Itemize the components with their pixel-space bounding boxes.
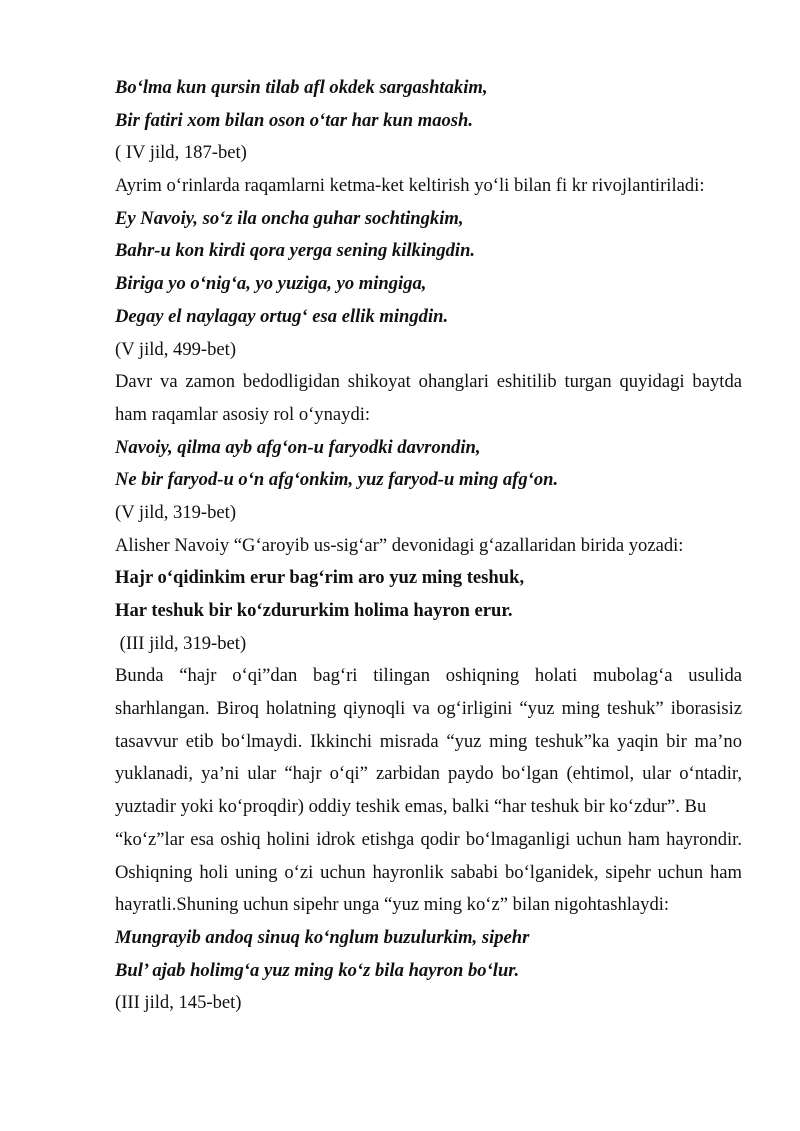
verse-line: Biriga yo o‘nig‘a, yo yuziga, yo mingiga, <box>115 273 427 295</box>
body-text: Alisher Navoiy “G‘aroyib us-sig‘ar” devonidagi g‘azallaridan birida yozadi: <box>115 534 684 556</box>
verse-line: Navoiy, qilma ayb afg‘on-u faryodki davrondin, <box>115 436 481 458</box>
body-text: Bunda “hajr o‘qi”dan bag‘ri tilingan oshiqning holati mubolag‘a usulida <box>115 665 742 687</box>
citation: (V jild, 499-bet) <box>115 338 237 360</box>
verse-line: Degay el naylagay ortug‘ esa ellik mingdin. <box>115 305 449 327</box>
body-text: Davr va zamon bedodligidan shikoyat ohanglari eshitilib turgan quyidagi baytda <box>115 371 742 393</box>
citation: (III jild, 145-bet) <box>115 992 242 1014</box>
body-text: Ayrim o‘rinlarda raqamlarni ketma-ket keltirish yo‘li bilan fi kr rivojlantiriladi: <box>115 175 705 197</box>
verse-line: Hajr o‘qidinkim erur bag‘rim aro yuz ming teshuk, <box>115 567 525 589</box>
verse-line: Ey Navoiy, so‘z ila oncha guhar sochtingkim, <box>115 207 464 229</box>
body-text: yuklanadi, ya’ni ular “hajr o‘qi” zarbidan paydo bo‘lgan (ehtimol, ular o‘ntadir, <box>115 763 742 785</box>
body-text: yuztadir yoki ko‘proqdir) oddiy teshik emas, balki “har teshuk bir ko‘zdur”. Bu <box>115 796 707 818</box>
verse-line: Mungrayib andoq sinuq ko‘nglum buzulurkim, sipehr <box>115 926 530 948</box>
body-text: ham raqamlar asosiy rol o‘ynaydi: <box>115 403 371 425</box>
verse-line: Bir fatiri xom bilan oson o‘tar har kun maosh. <box>115 109 474 131</box>
body-text: “ko‘z”lar esa oshiq holini idrok etishga qodir bo‘lmaganligi uchun ham hayrondir. <box>115 828 742 850</box>
body-text: Oshiqning holi uning o‘zi uchun hayronlik sababi bo‘lganidek, sipehr uchun ham <box>115 861 742 883</box>
citation: (III jild, 319-bet) <box>115 632 247 654</box>
body-text: hayratli.Shuning uchun sipehr unga “yuz ming ko‘z” bilan nigohtashlaydi: <box>115 894 670 916</box>
verse-line: Ne bir faryod-u o‘n afg‘onkim, yuz faryod-u ming afg‘on. <box>115 469 559 491</box>
body-text: sharhlangan. Biroq holatning qiynoqli va og‘irligini “yuz ming teshuk” iborasisiz <box>115 698 742 720</box>
verse-line: Bul’ ajab holimg‘a yuz ming ko‘z bila hayron bo‘lur. <box>115 959 520 981</box>
body-text: tasavvur etib bo‘lmaydi. Ikkinchi misrada “yuz ming teshuk”ka yaqin bir ma’no <box>115 730 742 752</box>
citation: ( IV jild, 187-bet) <box>115 142 247 164</box>
citation: (V jild, 319-bet) <box>115 501 237 523</box>
verse-line: Bo‘lma kun qursin tilab afl okdek sargashtakim, <box>115 77 488 98</box>
verse-line: Har teshuk bir ko‘zdururkim holima hayron erur. <box>115 600 513 621</box>
verse-line: Bahr-u kon kirdi qora yerga sening kilkingdin. <box>115 240 476 262</box>
